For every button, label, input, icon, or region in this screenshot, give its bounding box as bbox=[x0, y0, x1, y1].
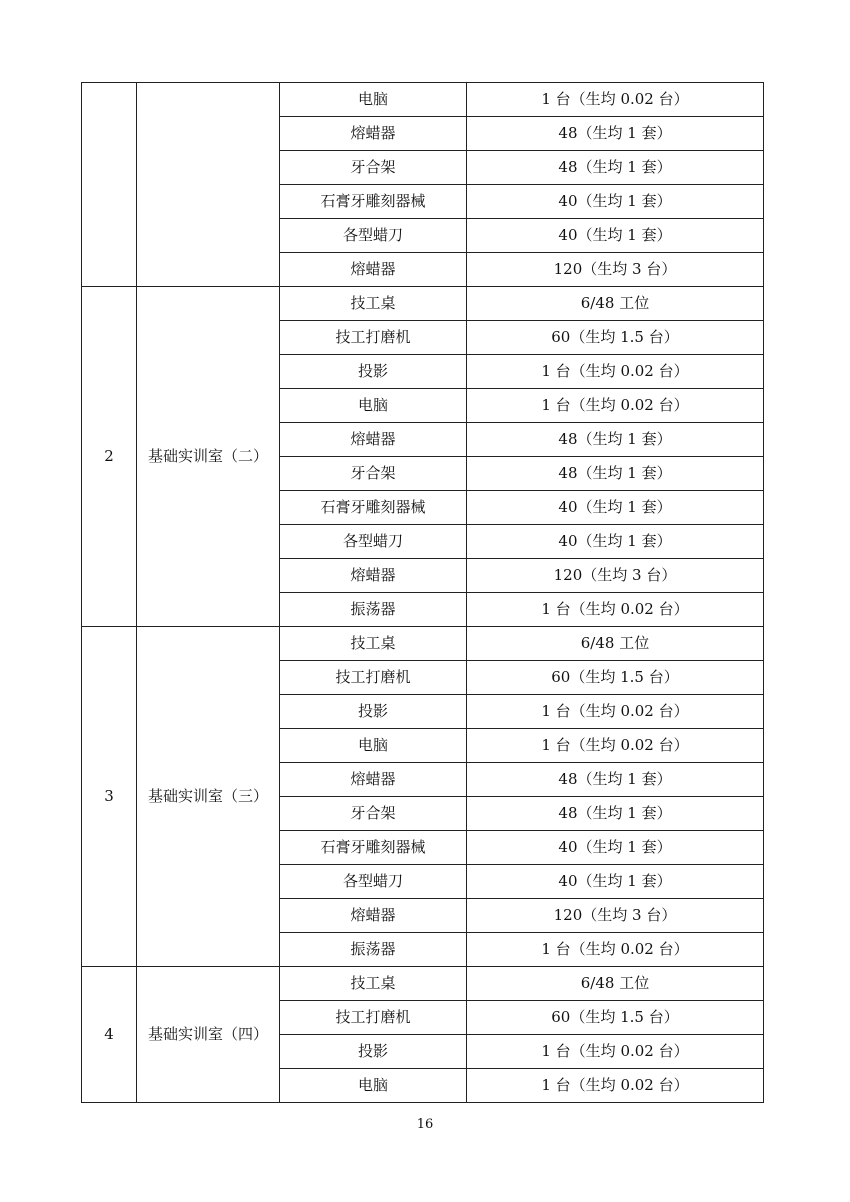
group-number-cell: 4 bbox=[82, 967, 137, 1103]
equipment-name-cell: 熔蜡器 bbox=[280, 899, 467, 933]
equipment-name-cell: 石膏牙雕刻器械 bbox=[280, 185, 467, 219]
equipment-quantity-cell: 60（生均 1.5 台） bbox=[467, 321, 764, 355]
equipment-name-cell: 牙合架 bbox=[280, 797, 467, 831]
table-row bbox=[82, 287, 764, 321]
equipment-quantity-cell: 1 台（生均 0.02 台） bbox=[467, 593, 764, 627]
equipment-name-cell: 石膏牙雕刻器械 bbox=[280, 491, 467, 525]
group-number-cell: 3 bbox=[82, 627, 137, 967]
equipment-quantity-cell: 1 台（生均 0.02 台） bbox=[467, 729, 764, 763]
equipment-quantity-cell: 6/48 工位 bbox=[467, 967, 764, 1001]
equipment-quantity-cell: 120（生均 3 台） bbox=[467, 253, 764, 287]
equipment-quantity-cell: 48（生均 1 套） bbox=[467, 797, 764, 831]
equipment-quantity-cell: 6/48 工位 bbox=[467, 287, 764, 321]
equipment-quantity-cell: 1 台（生均 0.02 台） bbox=[467, 1069, 764, 1103]
equipment-name-cell: 各型蜡刀 bbox=[280, 865, 467, 899]
equipment-name-cell: 牙合架 bbox=[280, 151, 467, 185]
room-name-cell: 基础实训室（四） bbox=[137, 967, 280, 1103]
equipment-quantity-cell: 6/48 工位 bbox=[467, 627, 764, 661]
equipment-name-cell: 熔蜡器 bbox=[280, 763, 467, 797]
equipment-quantity-cell: 48（生均 1 套） bbox=[467, 457, 764, 491]
equipment-name-cell: 电脑 bbox=[280, 1069, 467, 1103]
equipment-quantity-cell: 40（生均 1 套） bbox=[467, 219, 764, 253]
page-number: 16 bbox=[416, 1117, 434, 1132]
equipment-name-cell: 振荡器 bbox=[280, 933, 467, 967]
equipment-quantity-cell: 120（生均 3 台） bbox=[467, 899, 764, 933]
equipment-name-cell: 投影 bbox=[280, 1035, 467, 1069]
room-name-cell: 基础实训室（三） bbox=[137, 627, 280, 967]
equipment-quantity-cell: 40（生均 1 套） bbox=[467, 491, 764, 525]
equipment-quantity-cell: 40（生均 1 套） bbox=[467, 831, 764, 865]
equipment-name-cell: 熔蜡器 bbox=[280, 559, 467, 593]
equipment-quantity-cell: 48（生均 1 套） bbox=[467, 151, 764, 185]
equipment-name-cell: 技工桌 bbox=[280, 967, 467, 1001]
equipment-name-cell: 技工桌 bbox=[280, 287, 467, 321]
equipment-quantity-cell: 120（生均 3 台） bbox=[467, 559, 764, 593]
equipment-name-cell: 技工桌 bbox=[280, 627, 467, 661]
room-name-cell: 基础实训室（二） bbox=[137, 287, 280, 627]
equipment-name-cell: 投影 bbox=[280, 355, 467, 389]
equipment-name-cell: 熔蜡器 bbox=[280, 423, 467, 457]
equipment-name-cell: 牙合架 bbox=[280, 457, 467, 491]
equipment-quantity-cell: 60（生均 1.5 台） bbox=[467, 661, 764, 695]
room-name-cell bbox=[137, 83, 280, 287]
equipment-name-cell: 熔蜡器 bbox=[280, 117, 467, 151]
group-number-cell: 2 bbox=[82, 287, 137, 627]
equipment-name-cell: 技工打磨机 bbox=[280, 661, 467, 695]
equipment-name-cell: 石膏牙雕刻器械 bbox=[280, 831, 467, 865]
equipment-quantity-cell: 48（生均 1 套） bbox=[467, 763, 764, 797]
equipment-name-cell: 电脑 bbox=[280, 729, 467, 763]
equipment-quantity-cell: 1 台（生均 0.02 台） bbox=[467, 389, 764, 423]
equipment-quantity-cell: 40（生均 1 套） bbox=[467, 185, 764, 219]
equipment-table bbox=[81, 82, 764, 1103]
equipment-name-cell: 振荡器 bbox=[280, 593, 467, 627]
equipment-quantity-cell: 48（生均 1 套） bbox=[467, 117, 764, 151]
equipment-name-cell: 电脑 bbox=[280, 389, 467, 423]
equipment-quantity-cell: 40（生均 1 套） bbox=[467, 525, 764, 559]
equipment-quantity-cell: 1 台（生均 0.02 台） bbox=[467, 83, 764, 117]
equipment-quantity-cell: 60（生均 1.5 台） bbox=[467, 1001, 764, 1035]
equipment-quantity-cell: 40（生均 1 套） bbox=[467, 865, 764, 899]
equipment-name-cell: 熔蜡器 bbox=[280, 253, 467, 287]
equipment-quantity-cell: 1 台（生均 0.02 台） bbox=[467, 933, 764, 967]
equipment-table-body bbox=[82, 83, 764, 1103]
equipment-name-cell: 电脑 bbox=[280, 83, 467, 117]
equipment-quantity-cell: 1 台（生均 0.02 台） bbox=[467, 1035, 764, 1069]
equipment-quantity-cell: 48（生均 1 套） bbox=[467, 423, 764, 457]
table-row bbox=[82, 83, 764, 117]
equipment-name-cell: 技工打磨机 bbox=[280, 321, 467, 355]
equipment-quantity-cell: 1 台（生均 0.02 台） bbox=[467, 695, 764, 729]
table-row bbox=[82, 627, 764, 661]
group-number-cell bbox=[82, 83, 137, 287]
equipment-name-cell: 各型蜡刀 bbox=[280, 219, 467, 253]
equipment-name-cell: 各型蜡刀 bbox=[280, 525, 467, 559]
equipment-quantity-cell: 1 台（生均 0.02 台） bbox=[467, 355, 764, 389]
equipment-name-cell: 投影 bbox=[280, 695, 467, 729]
equipment-name-cell: 技工打磨机 bbox=[280, 1001, 467, 1035]
table-row bbox=[82, 967, 764, 1001]
